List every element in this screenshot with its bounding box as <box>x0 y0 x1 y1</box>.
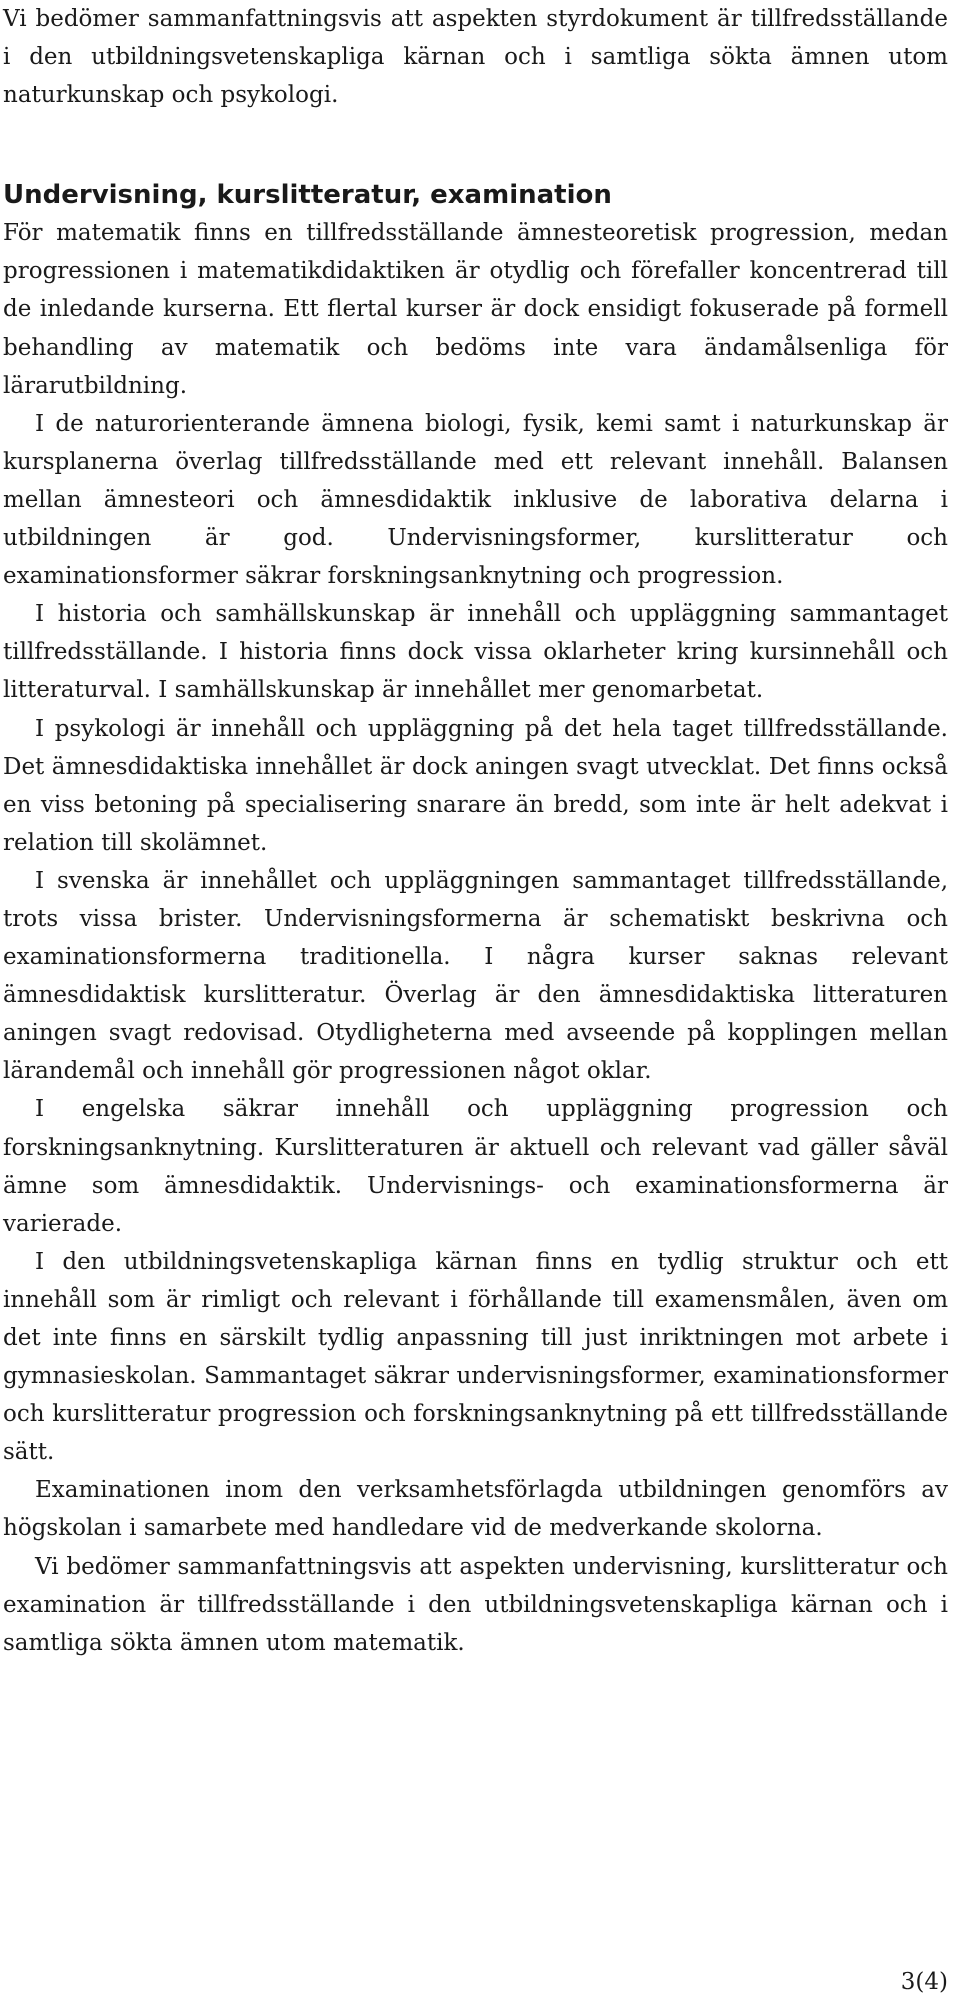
paragraph-svenska: I svenska är innehållet och uppläggningen sammantaget tillfredsställande, trots vissa brister. Undervisningsformerna är schematiskt beskrivna och examinationsformerna traditionella. I några kurser saknas relevant ämnesdidaktisk kurslitteratur. Överlag är den ämnesdidaktiska litteraturen aningen svagt redovisad. Otydligheterna med avseende på kopplingen mellan lärandemål och innehåll gör progressionen något oklar. <box>3 867 948 1085</box>
paragraph-historia-samhallskunskap: I historia och samhällskunskap är innehåll och uppläggning sammantaget tillfredsställande. I historia finns dock vissa oklarheter kring kursinnehåll och litteraturval. I samhällskunskap är innehållet mer genomarbetat. <box>3 601 948 704</box>
section-heading: Undervisning, kurslitteratur, examination <box>3 180 612 211</box>
paragraph-utbildningsvetenskaplig-karna: I den utbildningsvetenskapliga kärnan finns en tydlig struktur och ett innehåll som är rimligt och relevant i förhållande till examensmålen, även om det inte finns en särskilt tydlig anpassning till just inriktningen mot arbete i gymnasieskolan. Sammantaget säkrar undervisningsformer, examinationsformer och kurslitteratur progression och forskningsanknytning på ett tillfredsställande sätt. <box>3 1248 948 1466</box>
paragraph-engelska: I engelska säkrar innehåll och uppläggning progression och forskningsanknytning. Kurslitteraturen är aktuell och relevant vad gäller såväl ämne som ämnesdidaktik. Undervisnings- och examinationsformerna är varierade. <box>3 1096 948 1237</box>
paragraph-psykologi: I psykologi är innehåll och uppläggning på det hela taget tillfredsställande. Det ämnesdidaktiska innehållet är dock aningen svagt utvecklat. Det finns också en viss betoning på specialisering snarare än bredd, som inte är helt adekvat i relation till skolämnet. <box>3 715 948 856</box>
document-body <box>3 0 948 1662</box>
paragraph-naturorienterande: I de naturorienterande ämnena biologi, fysik, kemi samt i naturkunskap är kursplanerna överlag tillfredsställande med ett relevant innehåll. Balansen mellan ämnesteori och ämnesdidaktik inklusive de laborativa delarna i utbildningen är god. Undervisningsformer, kurslitteratur och examinationsformer säkrar forskningsanknytning och progression. <box>3 410 948 590</box>
paragraph-matematik: För matematik finns en tillfredsställande ämnesteoretisk progression, medan progressionen i matematikdidaktiken är otydlig och förefaller koncentrerad till de inledande kurserna. Ett flertal kurser är dock ensidigt fokuserade på formell behandling av matematik och bedöms inte vara ändamålsenliga för lärarutbildning. <box>3 220 948 399</box>
page-number: 3(4) <box>900 1969 948 1995</box>
paragraph-sammanfattning: Vi bedömer sammanfattningsvis att aspekten undervisning, kurslitteratur och examination är tillfredsställande i den utbildningsvetenskapliga kärnan och i samtliga sökta ämnen utom matematik. <box>3 1553 948 1656</box>
intro-paragraph: Vi bedömer sammanfattningsvis att aspekten styrdokument är tillfredsställande i den utbildningsvetenskapliga kärnan och i samtliga sökta ämnen utom naturkunskap och psykologi. <box>3 6 948 109</box>
paragraph-verksamhetsforlagd-utbildning: Examinationen inom den verksamhetsförlagda utbildningen genomförs av högskolan i samarbete med handledare vid de medverkande skolorna. <box>3 1477 948 1542</box>
